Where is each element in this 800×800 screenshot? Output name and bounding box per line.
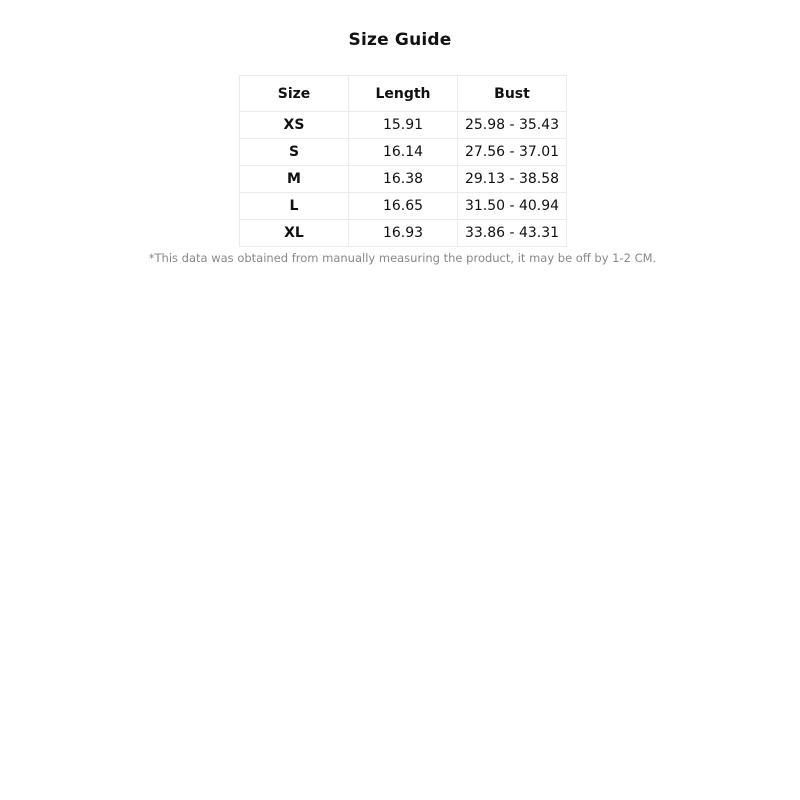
length-cell: 15.91 [349,112,458,139]
length-cell: 16.93 [349,220,458,247]
bust-cell: 33.86 - 43.31 [458,220,567,247]
table-row [240,166,567,193]
table-row [240,139,567,166]
table-row [240,112,567,139]
header-size: Size [240,76,349,112]
header-length: Length [349,76,458,112]
length-cell: 16.65 [349,193,458,220]
size-cell: L [240,193,349,220]
size-cell: M [240,166,349,193]
size-guide-table [239,75,567,247]
length-cell: 16.14 [349,139,458,166]
measurement-disclaimer: *This data was obtained from manually measuring the product, it may be off by 1-2 CM. [148,251,657,265]
size-cell: S [240,139,349,166]
header-bust: Bust [458,76,567,112]
table-row [240,193,567,220]
bust-cell: 29.13 - 38.58 [458,166,567,193]
bust-cell: 31.50 - 40.94 [458,193,567,220]
size-cell: XS [240,112,349,139]
length-cell: 16.38 [349,166,458,193]
bust-cell: 25.98 - 35.43 [458,112,567,139]
table-row [240,220,567,247]
table-header-row [240,76,567,112]
page-title: Size Guide [348,30,452,50]
bust-cell: 27.56 - 37.01 [458,139,567,166]
size-cell: XL [240,220,349,247]
